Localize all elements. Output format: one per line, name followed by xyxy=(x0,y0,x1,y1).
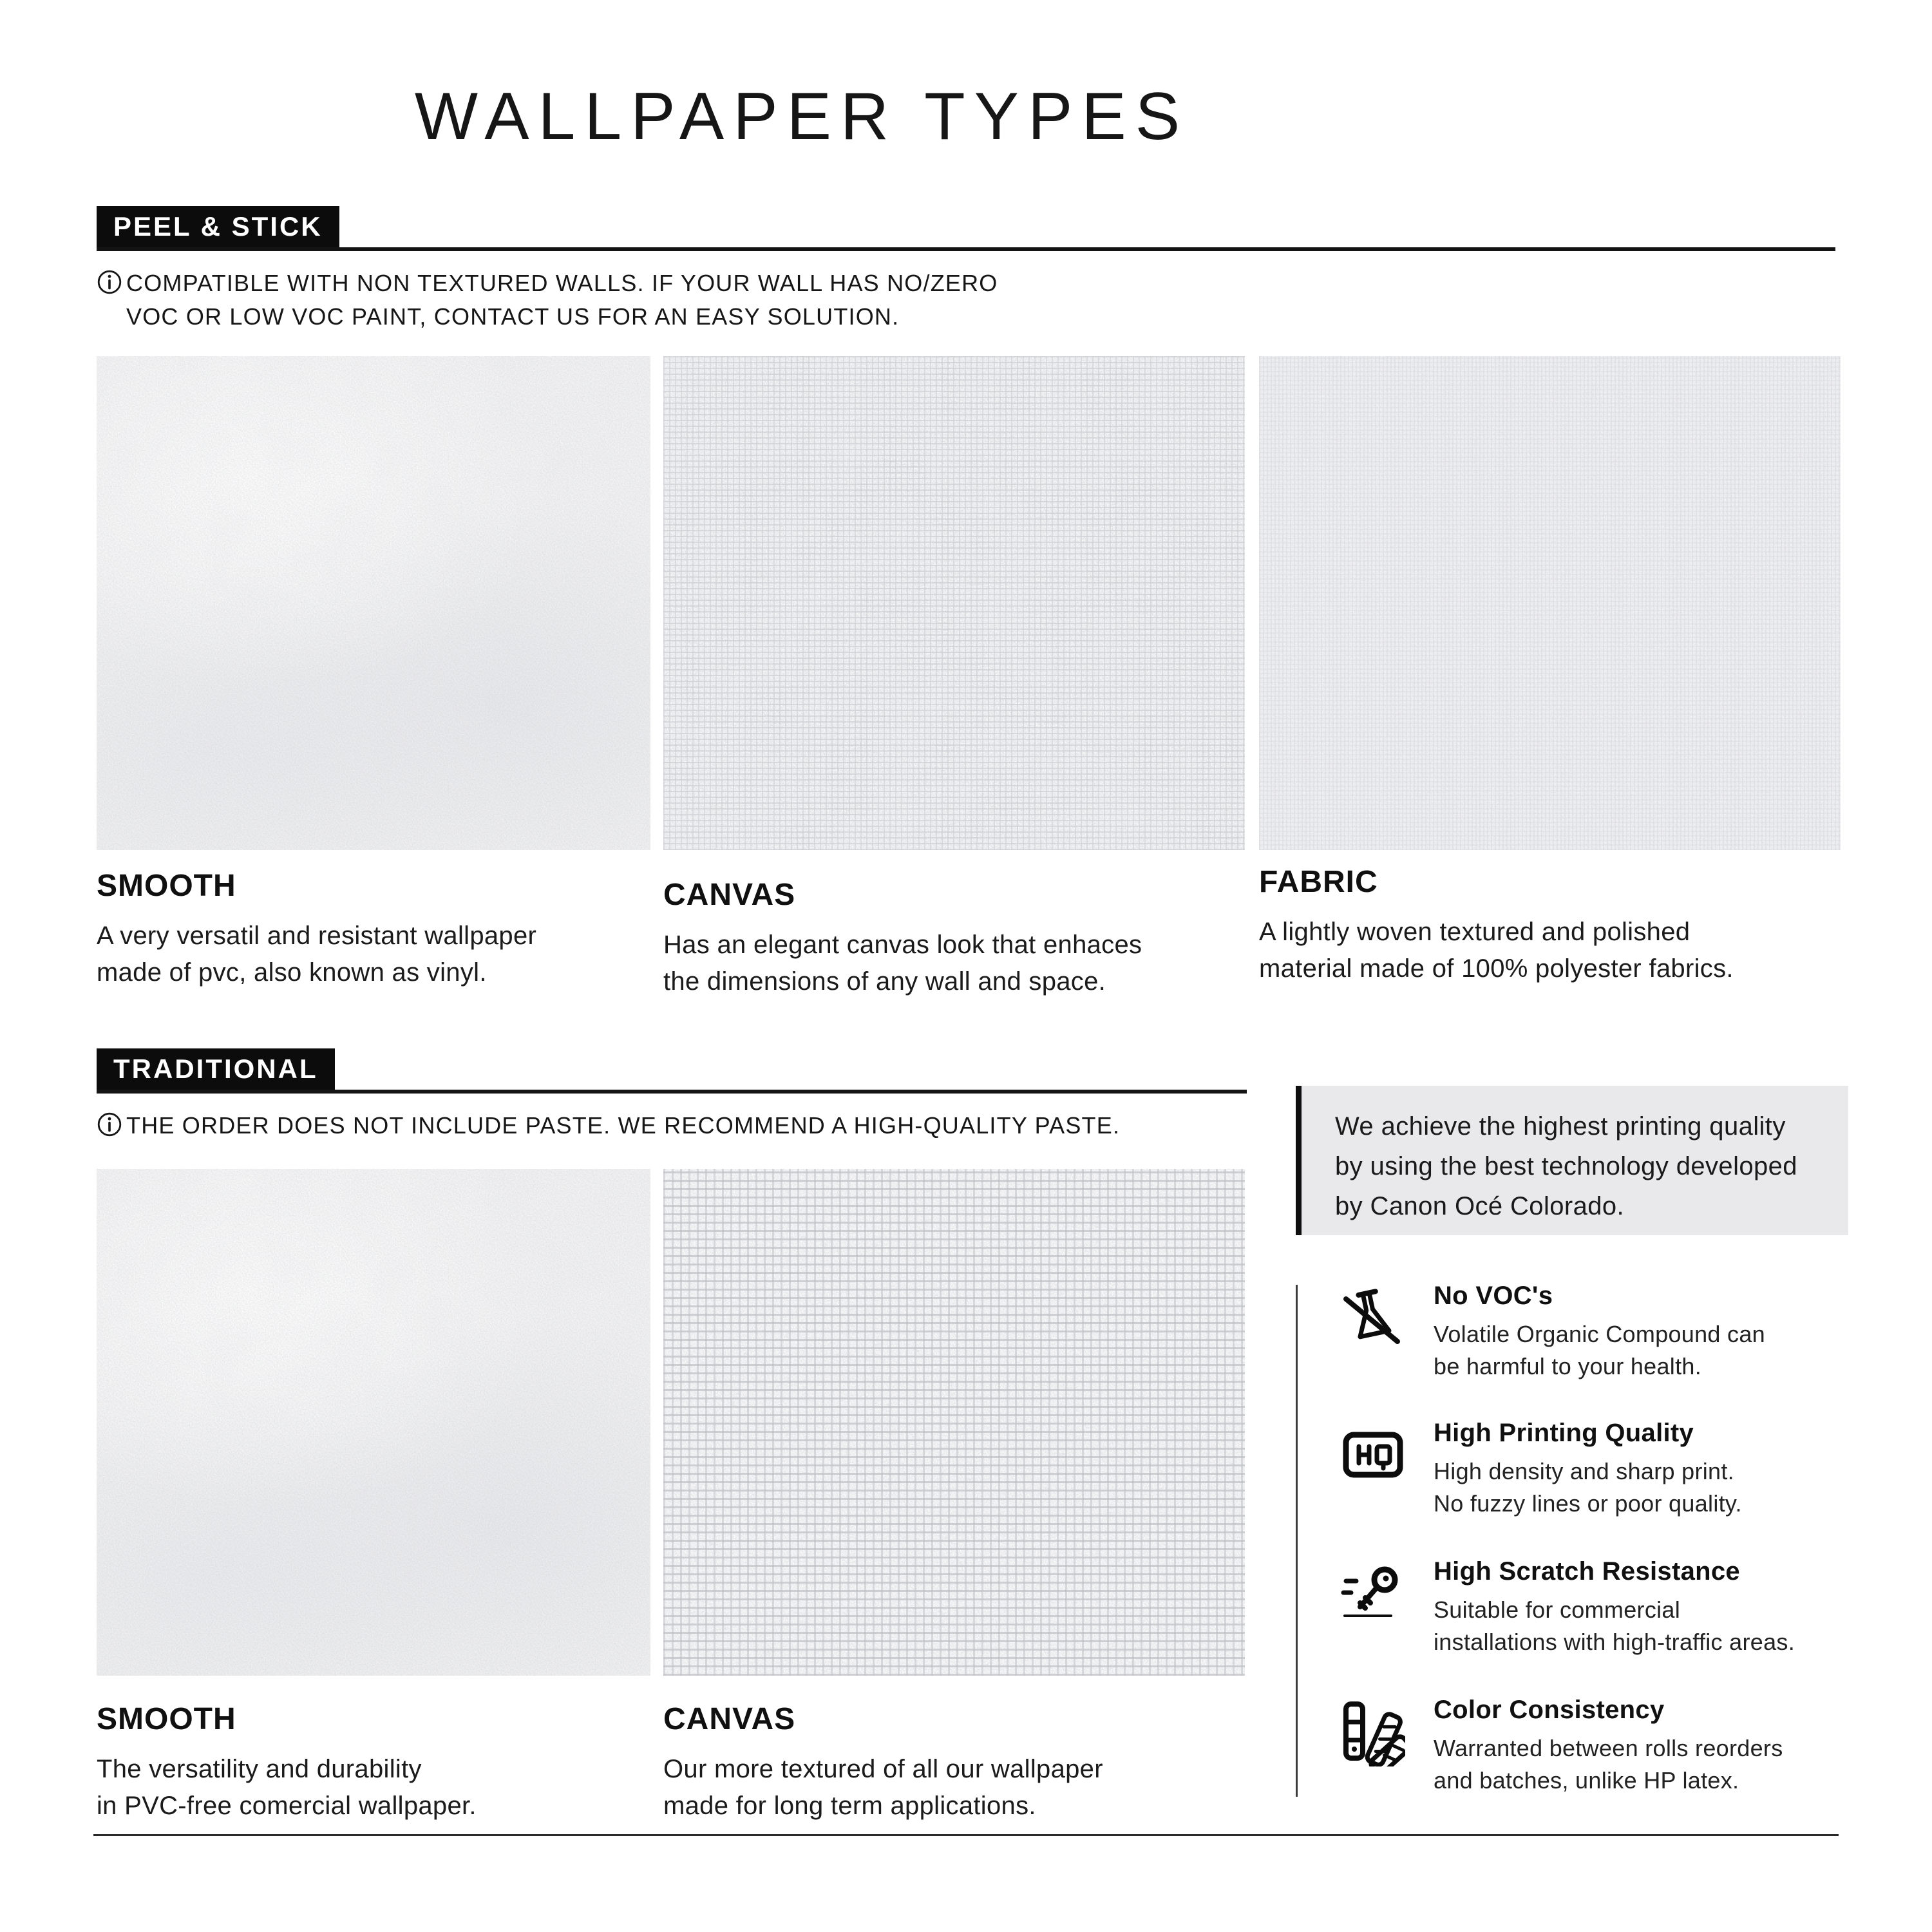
scratch-key-icon xyxy=(1341,1557,1405,1628)
feature-no-voc xyxy=(1296,1282,1862,1383)
note-line-2: VOC OR LOW VOC PAINT, CONTACT US FOR AN EASY SOLUTION. xyxy=(126,303,900,330)
type-block-canvas xyxy=(663,877,1243,1000)
swatch-peel-stick-canvas xyxy=(663,356,1245,850)
swatch-peel-stick-smooth xyxy=(97,356,650,850)
feature-desc-line: Suitable for commercial xyxy=(1434,1596,1681,1623)
feature-color-consistency xyxy=(1296,1696,1862,1797)
type-name: FABRIC xyxy=(1259,865,1378,899)
feature-high-scratch-resistance xyxy=(1296,1557,1862,1658)
type-block-canvas-traditional xyxy=(663,1701,1243,1824)
type-desc-line: A lightly woven textured and polished xyxy=(1259,918,1690,946)
section-label: TRADITIONAL xyxy=(97,1048,335,1090)
type-desc-line: made of pvc, also known as vinyl. xyxy=(97,958,487,987)
type-block-smooth xyxy=(97,868,663,991)
type-desc-line: the dimensions of any wall and space. xyxy=(663,967,1106,996)
swatch-peel-stick-fabric xyxy=(1259,356,1841,850)
feature-title: High Printing Quality xyxy=(1434,1419,1694,1447)
traditional-note xyxy=(97,1109,1256,1142)
feature-desc-line: No fuzzy lines or poor quality. xyxy=(1434,1490,1742,1517)
swatch-traditional-smooth xyxy=(97,1169,650,1676)
feature-high-printing-quality xyxy=(1296,1419,1862,1520)
quality-statement: We achieve the highest printing quality by using the best technology developed by Canon Océ Colorado. xyxy=(1335,1112,1797,1220)
feature-title: No VOC's xyxy=(1434,1282,1553,1310)
type-name: CANVAS xyxy=(663,1702,796,1736)
peel-stick-note xyxy=(97,267,1191,334)
type-desc-line: Our more textured of all our wallpaper xyxy=(663,1755,1103,1783)
feature-title: High Scratch Resistance xyxy=(1434,1557,1740,1586)
feature-desc-line: and batches, unlike HP latex. xyxy=(1434,1767,1739,1794)
type-desc-line: in PVC-free comercial wallpaper. xyxy=(97,1792,477,1820)
feature-desc-line: High density and sharp print. xyxy=(1434,1458,1734,1484)
info-icon xyxy=(97,269,126,298)
no-voc-flask-icon xyxy=(1341,1282,1405,1352)
type-desc-line: Has an elegant canvas look that enhaces xyxy=(663,931,1142,959)
bottom-divider-line xyxy=(93,1834,1839,1836)
type-name: SMOOTH xyxy=(97,1702,236,1736)
feature-title: Color Consistency xyxy=(1434,1696,1665,1724)
swatch-traditional-canvas xyxy=(663,1169,1245,1676)
section-rule xyxy=(97,247,1835,251)
info-icon xyxy=(97,1112,126,1141)
type-name: SMOOTH xyxy=(97,869,236,903)
type-desc-line: material made of 100% polyester fabrics. xyxy=(1259,954,1734,983)
printing-quality-panel xyxy=(1296,1086,1848,1235)
feature-desc-line: be harmful to your health. xyxy=(1434,1353,1702,1379)
section-label: PEEL & STICK xyxy=(97,206,339,247)
feature-desc-line: Warranted between rolls reorders xyxy=(1434,1735,1783,1761)
section-rule xyxy=(97,1090,1247,1094)
type-block-fabric xyxy=(1259,864,1839,987)
hq-badge-icon xyxy=(1341,1419,1405,1490)
section-peel-stick-badge xyxy=(97,206,339,247)
note-line-1: THE ORDER DOES NOT INCLUDE PASTE. WE RECOMMEND A HIGH-QUALITY PASTE. xyxy=(126,1112,1121,1139)
color-swatches-icon xyxy=(1341,1696,1405,1766)
type-desc-line: The versatility and durability xyxy=(97,1755,422,1783)
note-line-1: COMPATIBLE WITH NON TEXTURED WALLS. IF YOUR WALL HAS NO/ZERO xyxy=(126,270,998,296)
type-desc-line: A very versatil and resistant wallpaper xyxy=(97,922,537,950)
section-traditional-badge xyxy=(97,1048,335,1090)
type-desc-line: made for long term applications. xyxy=(663,1792,1036,1820)
type-block-smooth-traditional xyxy=(97,1701,663,1824)
feature-desc-line: Volatile Organic Compound can xyxy=(1434,1321,1766,1347)
page-title: WALLPAPER TYPES xyxy=(414,79,1189,154)
type-name: CANVAS xyxy=(663,878,796,912)
feature-desc-line: installations with high-traffic areas. xyxy=(1434,1629,1795,1655)
